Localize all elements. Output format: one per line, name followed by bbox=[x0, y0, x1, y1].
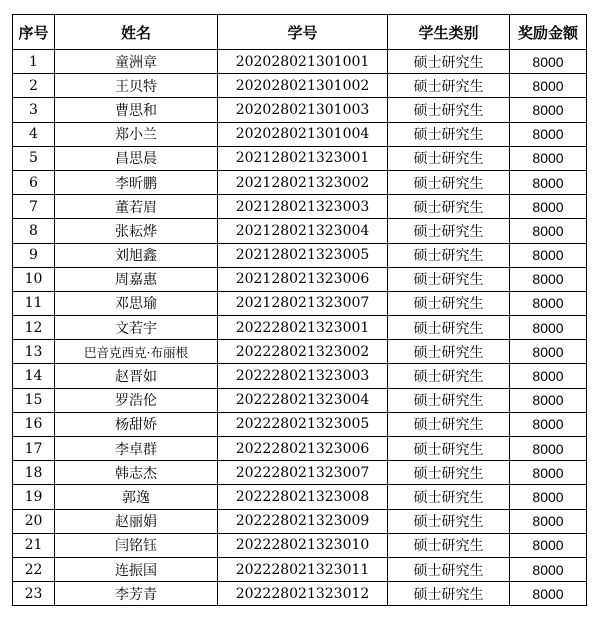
cell-name: 李芳青 bbox=[55, 582, 218, 606]
cell-name: 周嘉惠 bbox=[55, 267, 218, 291]
cell-award-amount: 8000 bbox=[510, 364, 587, 388]
cell-student-id: 202028021301002 bbox=[218, 74, 388, 98]
award-list-sheet bbox=[12, 14, 587, 606]
cell-serial: 1 bbox=[13, 50, 55, 74]
cell-student-type: 硕士研究生 bbox=[388, 291, 510, 315]
cell-student-type: 硕士研究生 bbox=[388, 98, 510, 122]
cell-serial: 23 bbox=[13, 582, 55, 606]
cell-serial: 16 bbox=[13, 412, 55, 436]
cell-student-type: 硕士研究生 bbox=[388, 533, 510, 557]
cell-serial: 8 bbox=[13, 219, 55, 243]
cell-name: 童洲章 bbox=[55, 50, 218, 74]
cell-serial: 4 bbox=[13, 122, 55, 146]
cell-student-id: 202028021301001 bbox=[218, 50, 388, 74]
cell-student-id: 202128021323005 bbox=[218, 243, 388, 267]
cell-name: 赵晋如 bbox=[55, 364, 218, 388]
cell-student-id: 202228021323010 bbox=[218, 533, 388, 557]
cell-student-id: 202228021323002 bbox=[218, 340, 388, 364]
table-row bbox=[13, 219, 587, 243]
cell-name: 罗浩伦 bbox=[55, 388, 218, 412]
cell-name: 李卓群 bbox=[55, 437, 218, 461]
table-body bbox=[13, 50, 587, 606]
cell-student-type: 硕士研究生 bbox=[388, 316, 510, 340]
table-row bbox=[13, 98, 587, 122]
cell-award-amount: 8000 bbox=[510, 170, 587, 194]
cell-serial: 5 bbox=[13, 146, 55, 170]
table-row bbox=[13, 509, 587, 533]
cell-student-id: 202228021323011 bbox=[218, 557, 388, 581]
cell-award-amount: 8000 bbox=[510, 412, 587, 436]
cell-student-type: 硕士研究生 bbox=[388, 74, 510, 98]
cell-student-type: 硕士研究生 bbox=[388, 461, 510, 485]
cell-serial: 18 bbox=[13, 461, 55, 485]
cell-student-id: 202228021323009 bbox=[218, 509, 388, 533]
table-row bbox=[13, 533, 587, 557]
table-row bbox=[13, 146, 587, 170]
cell-student-type: 硕士研究生 bbox=[388, 195, 510, 219]
table-row bbox=[13, 267, 587, 291]
cell-name: 董若眉 bbox=[55, 195, 218, 219]
cell-student-type: 硕士研究生 bbox=[388, 388, 510, 412]
cell-student-type: 硕士研究生 bbox=[388, 146, 510, 170]
table-row bbox=[13, 291, 587, 315]
cell-student-id: 202228021323012 bbox=[218, 582, 388, 606]
cell-serial: 7 bbox=[13, 195, 55, 219]
cell-award-amount: 8000 bbox=[510, 340, 587, 364]
cell-award-amount: 8000 bbox=[510, 291, 587, 315]
cell-serial: 14 bbox=[13, 364, 55, 388]
cell-name: 李昕鹏 bbox=[55, 170, 218, 194]
cell-student-type: 硕士研究生 bbox=[388, 412, 510, 436]
cell-name: 邓思瑜 bbox=[55, 291, 218, 315]
cell-student-id: 202128021323006 bbox=[218, 267, 388, 291]
cell-serial: 19 bbox=[13, 485, 55, 509]
cell-student-id: 202228021323007 bbox=[218, 461, 388, 485]
table-row bbox=[13, 364, 587, 388]
cell-student-id: 202228021323003 bbox=[218, 364, 388, 388]
award-table bbox=[12, 14, 587, 606]
cell-name: 刘旭鑫 bbox=[55, 243, 218, 267]
table-header bbox=[13, 15, 587, 50]
cell-name: 曹思和 bbox=[55, 98, 218, 122]
table-row bbox=[13, 195, 587, 219]
cell-student-type: 硕士研究生 bbox=[388, 50, 510, 74]
cell-serial: 3 bbox=[13, 98, 55, 122]
table-row bbox=[13, 170, 587, 194]
table-row bbox=[13, 74, 587, 98]
cell-serial: 10 bbox=[13, 267, 55, 291]
cell-serial: 20 bbox=[13, 509, 55, 533]
cell-student-type: 硕士研究生 bbox=[388, 557, 510, 581]
cell-serial: 9 bbox=[13, 243, 55, 267]
cell-student-type: 硕士研究生 bbox=[388, 243, 510, 267]
cell-award-amount: 8000 bbox=[510, 195, 587, 219]
cell-student-type: 硕士研究生 bbox=[388, 509, 510, 533]
cell-award-amount: 8000 bbox=[510, 146, 587, 170]
cell-student-type: 硕士研究生 bbox=[388, 219, 510, 243]
cell-serial: 2 bbox=[13, 74, 55, 98]
cell-student-id: 202128021323001 bbox=[218, 146, 388, 170]
table-row bbox=[13, 243, 587, 267]
cell-serial: 17 bbox=[13, 437, 55, 461]
header-award-amount: 奖励金额 bbox=[510, 15, 587, 50]
cell-student-id: 202228021323008 bbox=[218, 485, 388, 509]
cell-student-id: 202128021323007 bbox=[218, 291, 388, 315]
cell-student-id: 202228021323001 bbox=[218, 316, 388, 340]
cell-award-amount: 8000 bbox=[510, 243, 587, 267]
cell-name: 赵丽娟 bbox=[55, 509, 218, 533]
table-row bbox=[13, 122, 587, 146]
cell-award-amount: 8000 bbox=[510, 509, 587, 533]
cell-name: 王贝特 bbox=[55, 74, 218, 98]
cell-award-amount: 8000 bbox=[510, 437, 587, 461]
cell-student-id: 202128021323003 bbox=[218, 195, 388, 219]
table-row bbox=[13, 388, 587, 412]
cell-student-id: 202228021323004 bbox=[218, 388, 388, 412]
cell-serial: 13 bbox=[13, 340, 55, 364]
cell-serial: 22 bbox=[13, 557, 55, 581]
cell-award-amount: 8000 bbox=[510, 267, 587, 291]
table-row bbox=[13, 50, 587, 74]
cell-student-id: 202028021301003 bbox=[218, 98, 388, 122]
table-row bbox=[13, 582, 587, 606]
cell-award-amount: 8000 bbox=[510, 74, 587, 98]
cell-student-id: 202228021323006 bbox=[218, 437, 388, 461]
cell-student-id: 202228021323005 bbox=[218, 412, 388, 436]
cell-student-type: 硕士研究生 bbox=[388, 267, 510, 291]
cell-award-amount: 8000 bbox=[510, 388, 587, 412]
cell-award-amount: 8000 bbox=[510, 98, 587, 122]
cell-name: 文若宇 bbox=[55, 316, 218, 340]
cell-student-type: 硕士研究生 bbox=[388, 340, 510, 364]
cell-serial: 15 bbox=[13, 388, 55, 412]
cell-name: 郑小兰 bbox=[55, 122, 218, 146]
cell-student-type: 硕士研究生 bbox=[388, 437, 510, 461]
cell-name: 郭逸 bbox=[55, 485, 218, 509]
cell-name: 杨甜娇 bbox=[55, 412, 218, 436]
table-row bbox=[13, 412, 587, 436]
table-row bbox=[13, 461, 587, 485]
cell-serial: 11 bbox=[13, 291, 55, 315]
table-row bbox=[13, 316, 587, 340]
cell-name: 昌思晨 bbox=[55, 146, 218, 170]
cell-serial: 6 bbox=[13, 170, 55, 194]
cell-student-type: 硕士研究生 bbox=[388, 122, 510, 146]
cell-student-type: 硕士研究生 bbox=[388, 364, 510, 388]
cell-student-type: 硕士研究生 bbox=[388, 170, 510, 194]
cell-student-id: 202128021323004 bbox=[218, 219, 388, 243]
cell-name: 闫铭钰 bbox=[55, 533, 218, 557]
table-row bbox=[13, 437, 587, 461]
cell-name: 张耘烨 bbox=[55, 219, 218, 243]
table-row bbox=[13, 557, 587, 581]
cell-award-amount: 8000 bbox=[510, 533, 587, 557]
cell-award-amount: 8000 bbox=[510, 485, 587, 509]
cell-award-amount: 8000 bbox=[510, 557, 587, 581]
cell-student-id: 202128021323002 bbox=[218, 170, 388, 194]
cell-student-type: 硕士研究生 bbox=[388, 582, 510, 606]
cell-award-amount: 8000 bbox=[510, 219, 587, 243]
header-name: 姓名 bbox=[55, 15, 218, 50]
cell-award-amount: 8000 bbox=[510, 461, 587, 485]
header-serial: 序号 bbox=[13, 15, 55, 50]
cell-award-amount: 8000 bbox=[510, 582, 587, 606]
table-row bbox=[13, 485, 587, 509]
cell-award-amount: 8000 bbox=[510, 50, 587, 74]
cell-name: 连振国 bbox=[55, 557, 218, 581]
cell-serial: 12 bbox=[13, 316, 55, 340]
cell-student-type: 硕士研究生 bbox=[388, 485, 510, 509]
table-row bbox=[13, 340, 587, 364]
cell-serial: 21 bbox=[13, 533, 55, 557]
cell-student-id: 202028021301004 bbox=[218, 122, 388, 146]
cell-award-amount: 8000 bbox=[510, 122, 587, 146]
cell-name: 巴音克西克·布丽根 bbox=[55, 340, 218, 364]
header-student-type: 学生类别 bbox=[388, 15, 510, 50]
cell-award-amount: 8000 bbox=[510, 316, 587, 340]
header-student-id: 学号 bbox=[218, 15, 388, 50]
cell-name: 韩志杰 bbox=[55, 461, 218, 485]
header-row bbox=[13, 15, 587, 50]
